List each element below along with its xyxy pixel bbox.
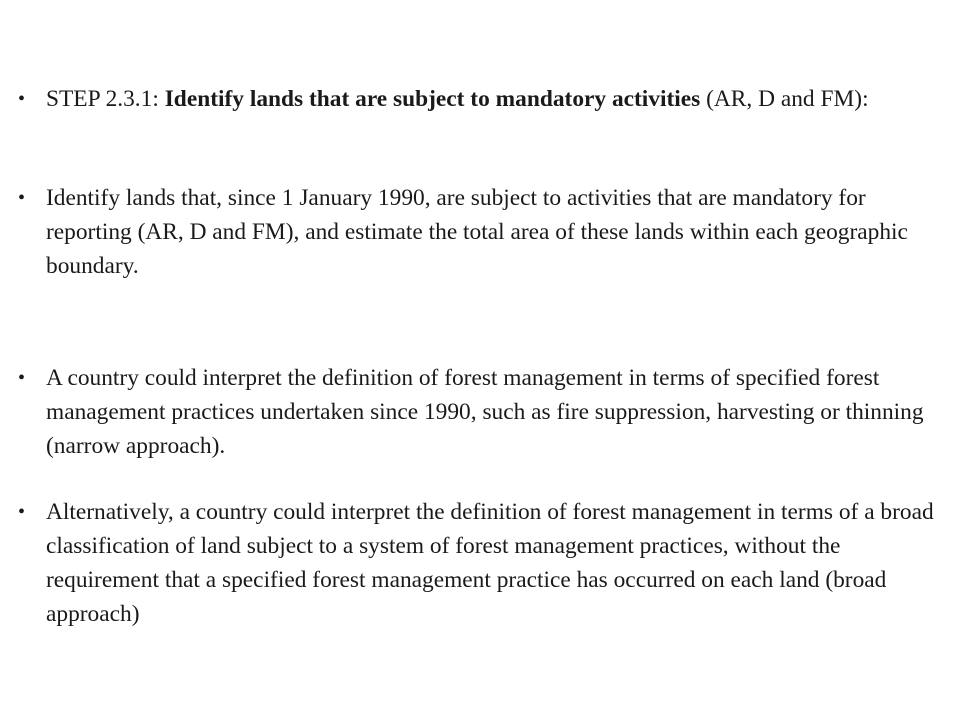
bullet-text: Identify lands that, since 1 January 1990, are subject to activities that are mandatory for reporting (AR, D and FM), and estimate the total area of these lands within each geographic boundary. [46,185,908,279]
bullet-dot: • [18,88,26,110]
bullet-text: Alternatively, a country could interpret the definition of forest management in terms of a broad classification of land subject to a system of forest management practices, without the requirement that a specified forest management practice has occurred on each land (broad approach) [46,499,934,627]
step-label: STEP 2.3.1: [46,86,165,112]
bullet-dot: • [18,187,26,209]
step-suffix: (AR, D and FM): [700,86,869,112]
step-heading: Identify lands that are subject to mandatory activities [164,86,701,112]
bullet-dot: • [18,501,26,523]
bullet-text: A country could interpret the definition of forest management in terms of specified forest management practices undertaken since 1990, such as fire suppression, harvesting or thinning (narrow approach). [46,365,924,459]
bullet-text [46,82,946,116]
bullet-dot: • [18,367,26,389]
